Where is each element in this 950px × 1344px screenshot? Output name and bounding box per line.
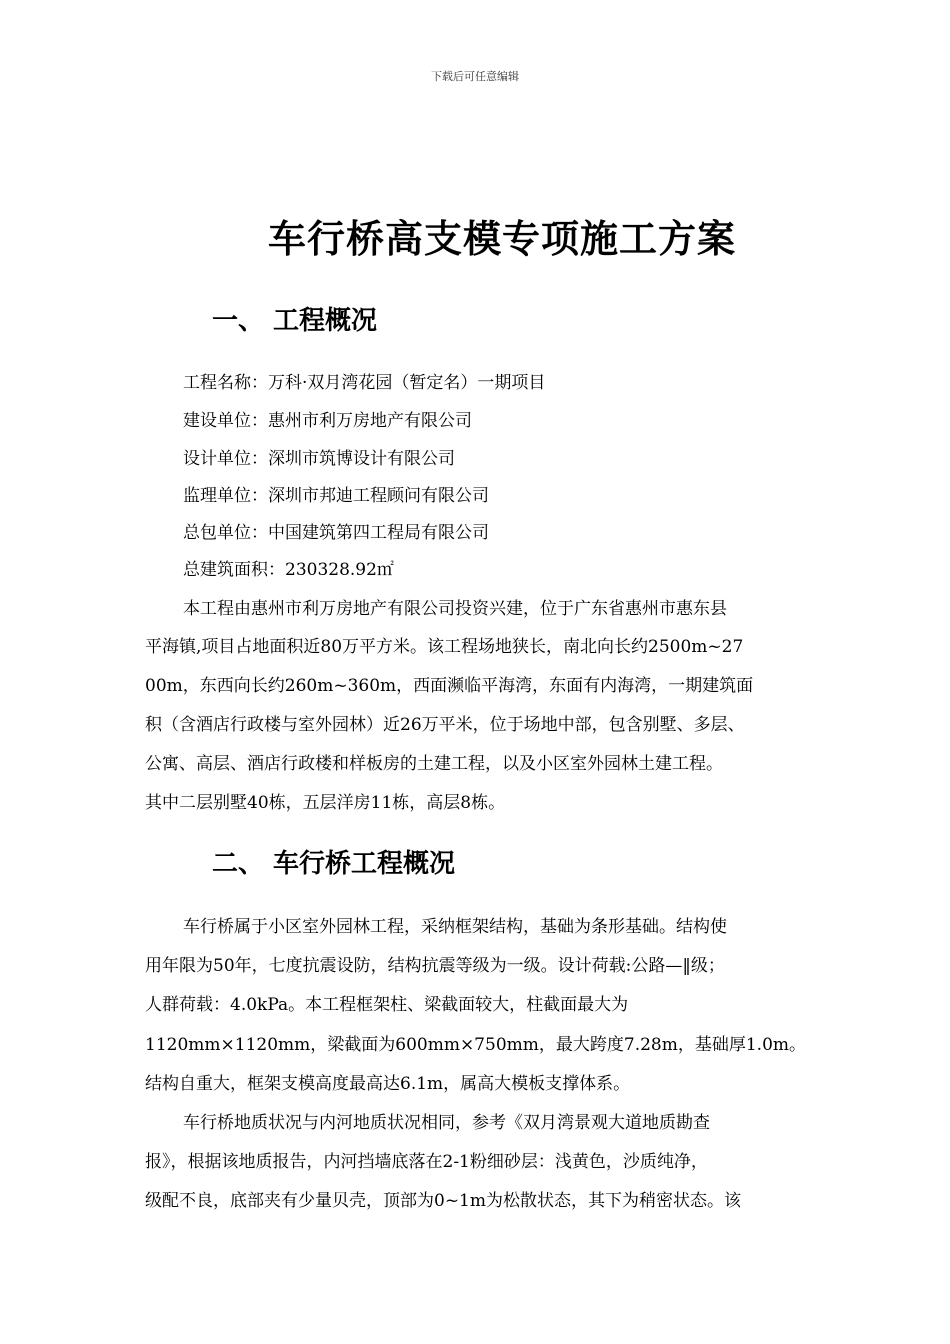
info-line-designer bbox=[183, 444, 455, 469]
info-line-project-name bbox=[183, 368, 545, 393]
info-value: 深圳市筑博设计有限公司 bbox=[268, 449, 455, 469]
paragraph-line: 用年限为50年，七度抗震设防，结构抗震等级为一级。设计荷载:公路—‖级； bbox=[145, 956, 725, 976]
info-label: 建设单位： bbox=[183, 411, 268, 431]
paragraph-line: 报》，根据该地质报告，内河挡墙底落在2-1粉细砂层：浅黄色，沙质纯净， bbox=[145, 1152, 708, 1172]
paragraph-line: 车行桥地质状况与内河地质状况相同，参考《双月湾景观大道地质勘查 bbox=[183, 1113, 710, 1133]
info-value: 230328.92㎡ bbox=[285, 560, 394, 580]
info-line-developer bbox=[183, 406, 472, 431]
paragraph-line: 其中二层别墅40栋，五层洋房11栋，高层8栋。 bbox=[145, 793, 506, 813]
section-heading-2: 二、 车行桥工程概况 bbox=[212, 849, 456, 879]
paragraph-line: 级配不良，底部夹有少量贝壳，顶部为0~1m为松散状态，其下为稍密状态。该 bbox=[145, 1191, 741, 1211]
info-line-contractor bbox=[183, 518, 489, 543]
info-value: 深圳市邦迪工程顾问有限公司 bbox=[268, 486, 489, 506]
info-line-total-area bbox=[183, 555, 394, 580]
info-line-supervisor bbox=[183, 481, 489, 506]
paragraph-line: 车行桥属于小区室外园林工程，采纳框架结构，基础为条形基础。结构使 bbox=[183, 917, 727, 937]
info-value: 中国建筑第四工程局有限公司 bbox=[268, 523, 489, 543]
paragraph-line: 积（含酒店行政楼与室外园林）近26万平米，位于场地中部，包含别墅、多层、 bbox=[145, 715, 745, 735]
paragraph-line: 公寓、高层、酒店行政楼和样板房的土建工程，以及小区室外园林土建工程。 bbox=[145, 754, 723, 774]
paragraph-line: 平海镇,项目占地面积近80万平方米。该工程场地狭长，南北向长约2500m~27 bbox=[145, 637, 744, 657]
header-note: 下载后可任意编辑 bbox=[431, 70, 519, 83]
info-label: 工程名称： bbox=[183, 373, 268, 393]
paragraph-line: 00m，东西向长约260m~360m，西面濒临平海湾，东面有内海湾，一期建筑面 bbox=[145, 676, 754, 696]
paragraph-line: 1120mm×1120mm，梁截面为600mm×750mm，最大跨度7.28m，基础厚1.0m。 bbox=[145, 1035, 806, 1055]
info-label: 总包单位： bbox=[183, 523, 268, 543]
info-label: 设计单位： bbox=[183, 449, 268, 469]
paragraph-line: 人群荷载：4.0kPa。本工程框架柱、梁截面较大，柱截面最大为 bbox=[145, 995, 629, 1015]
info-label: 监理单位： bbox=[183, 486, 268, 506]
info-value: 万科·双月湾花园（暂定名）一期项目 bbox=[268, 373, 546, 393]
paragraph-line: 结构自重大，框架支模高度最高达6.1m，属高大模板支撑体系。 bbox=[145, 1074, 631, 1094]
info-label: 总建筑面积： bbox=[183, 560, 285, 580]
paragraph-line: 本工程由惠州市利万房地产有限公司投资兴建，位于广东省惠州市惠东县 bbox=[183, 599, 727, 619]
info-value: 惠州市利万房地产有限公司 bbox=[268, 411, 472, 431]
document-title: 车行桥高支模专项施工方案 bbox=[268, 216, 737, 261]
section-heading-1: 一、 工程概况 bbox=[212, 306, 378, 336]
